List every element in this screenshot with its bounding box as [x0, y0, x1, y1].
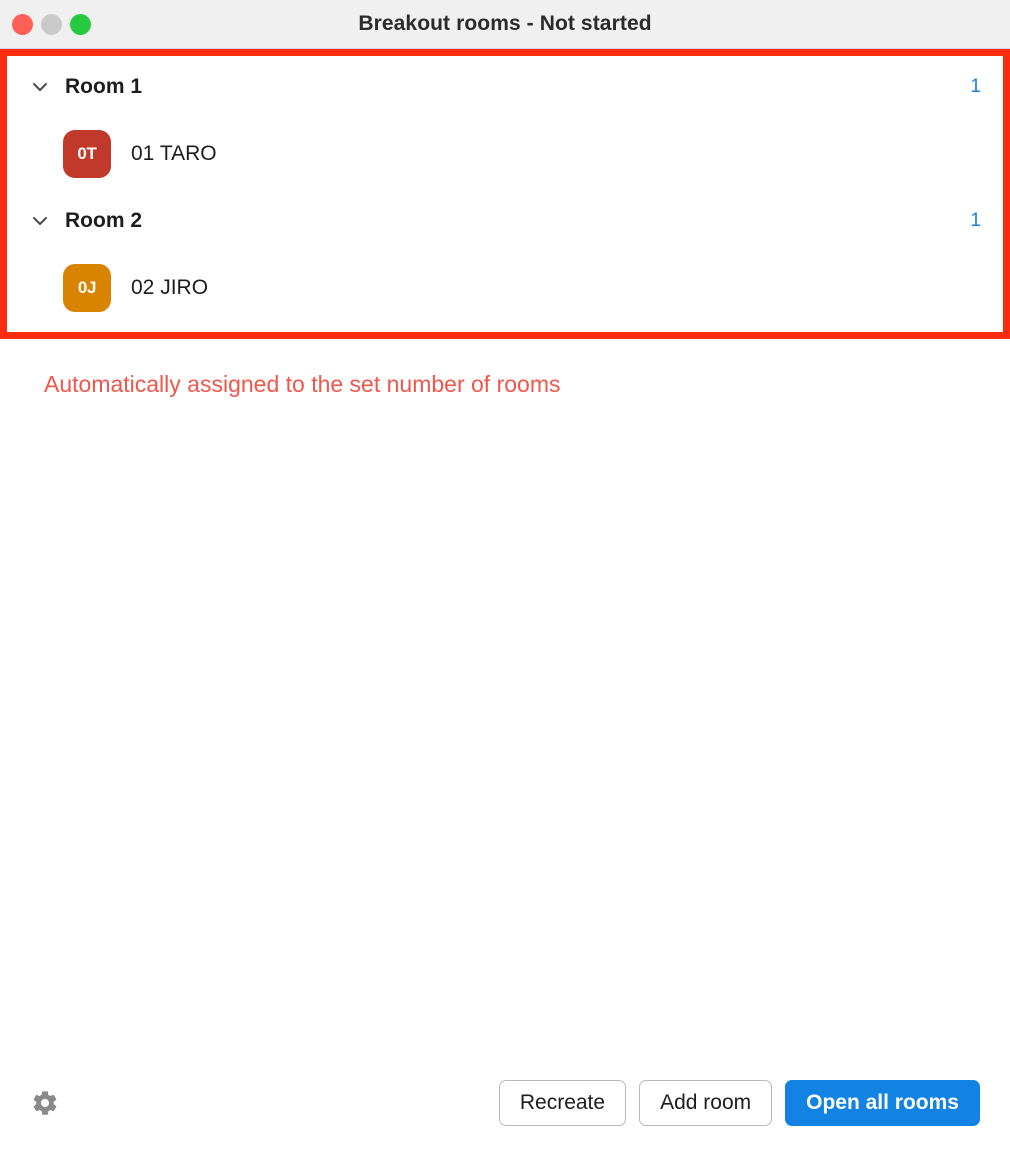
chevron-down-icon[interactable] — [27, 208, 53, 234]
recreate-button[interactable]: Recreate — [499, 1080, 626, 1126]
footer-button-group — [499, 1080, 980, 1126]
room-participant-count: 1 — [970, 76, 981, 97]
room-header[interactable] — [7, 56, 1003, 118]
rooms-highlight-box — [0, 49, 1010, 339]
maximize-window-button[interactable] — [70, 14, 91, 35]
auto-assign-note: Automatically assigned to the set number of rooms — [44, 371, 561, 397]
participant-name: 02 JIRO — [131, 276, 209, 299]
footer-bar — [0, 1062, 1010, 1162]
participant-name: 01 TARO — [131, 142, 217, 165]
room-participant-count: 1 — [970, 210, 981, 231]
window-controls — [12, 0, 91, 48]
list-item[interactable] — [7, 118, 1003, 190]
chevron-down-icon[interactable] — [27, 74, 53, 100]
gear-icon[interactable] — [30, 1088, 60, 1118]
add-room-button[interactable]: Add room — [639, 1080, 772, 1126]
open-all-rooms-button[interactable]: Open all rooms — [785, 1080, 980, 1126]
window-titlebar — [0, 0, 1010, 49]
room-header[interactable] — [7, 190, 1003, 252]
avatar: 0T — [63, 130, 111, 178]
window-title: Breakout rooms - Not started — [358, 12, 652, 35]
avatar: 0J — [63, 264, 111, 312]
list-item[interactable] — [7, 252, 1003, 324]
rooms-list — [7, 56, 1003, 332]
room-name: Room 1 — [65, 75, 143, 98]
room-name: Room 2 — [65, 209, 143, 232]
close-window-button[interactable] — [12, 14, 33, 35]
minimize-window-button[interactable] — [41, 14, 62, 35]
content-spacer — [0, 398, 1010, 1062]
